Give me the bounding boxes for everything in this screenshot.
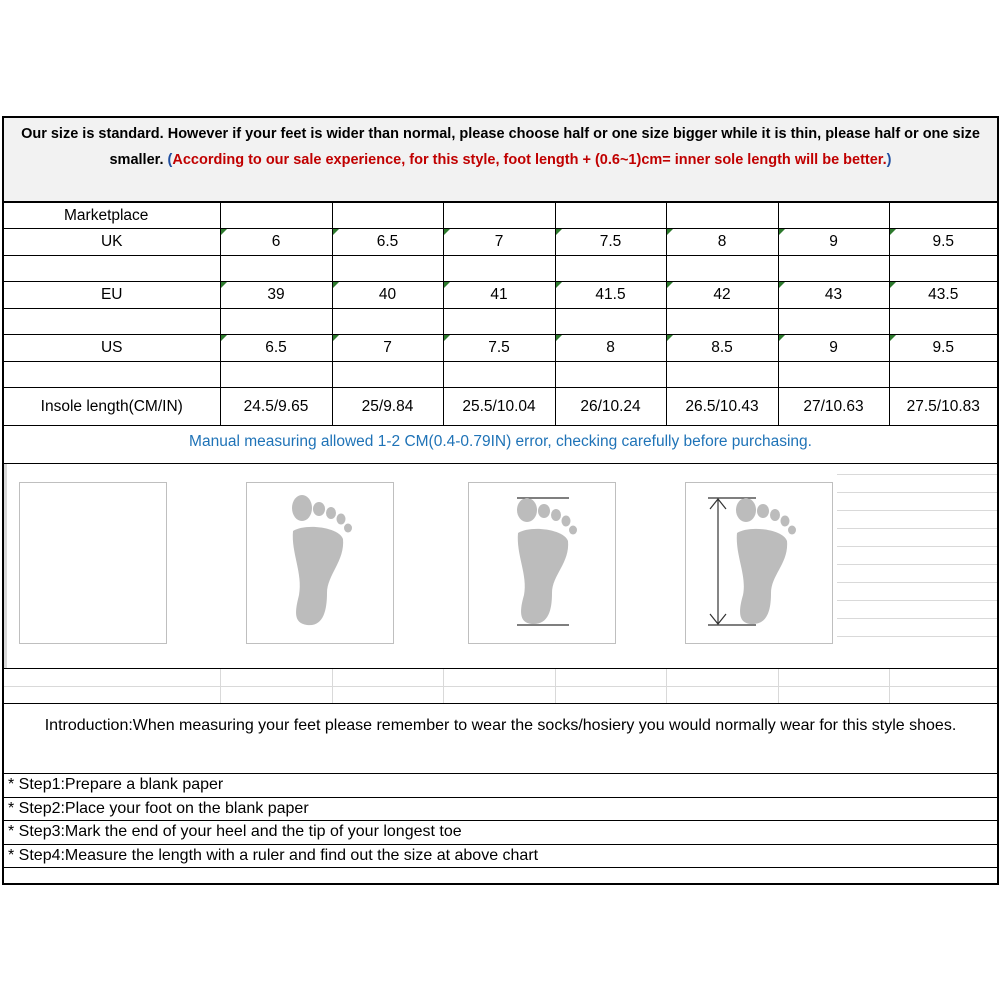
row-label: Insole length(CM/IN) <box>4 388 220 426</box>
spacer-cell <box>443 309 555 335</box>
step-4: * Step4:Measure the length with a ruler and find out the size at above chart <box>4 845 997 869</box>
spacer-row <box>4 309 997 335</box>
size-cell <box>443 203 555 229</box>
size-cell: 6.5 <box>220 335 332 362</box>
size-cell: 25.5/10.04 <box>443 388 555 426</box>
size-advice-header <box>4 118 997 202</box>
size-cell: 24.5/9.65 <box>220 388 332 426</box>
spacer-cell <box>220 362 332 388</box>
spacer-cell <box>778 309 889 335</box>
spacer-cell <box>555 362 666 388</box>
spacer-cell <box>666 309 778 335</box>
spacer-cell <box>4 309 220 335</box>
spacer-cell <box>555 256 666 282</box>
size-cell: 43.5 <box>889 282 997 309</box>
spacer-cell <box>666 256 778 282</box>
blank-paper-image <box>19 482 167 644</box>
size-chart-sheet <box>2 116 999 885</box>
size-cell: 25/9.84 <box>332 388 443 426</box>
foot-measured-image <box>685 482 833 644</box>
spacer-cell <box>220 309 332 335</box>
size-cell: 9.5 <box>889 335 997 362</box>
open-paren: ( <box>167 152 173 168</box>
size-cell: 6.5 <box>332 229 443 256</box>
size-cell: 41.5 <box>555 282 666 309</box>
size-cell: 26.5/10.43 <box>666 388 778 426</box>
spacer-cell <box>555 309 666 335</box>
foot-on-paper-image <box>246 482 394 644</box>
spacer-cell <box>443 362 555 388</box>
spacer-cell <box>778 362 889 388</box>
step-3: * Step3:Mark the end of your heel and the tip of your longest toe <box>4 821 997 845</box>
step-2: * Step2:Place your foot on the blank paper <box>4 798 997 822</box>
size-cell: 7.5 <box>555 229 666 256</box>
size-cell <box>220 203 332 229</box>
foot-marked-image <box>468 482 616 644</box>
spacer-cell <box>332 309 443 335</box>
measuring-introduction: Introduction:When measuring your feet please remember to wear the socks/hosiery you would normally wear for this style shoes. <box>4 704 997 774</box>
size-row-marketplace <box>4 203 997 229</box>
size-cell <box>889 203 997 229</box>
size-row-uk <box>4 229 997 256</box>
spacer-row <box>4 362 997 388</box>
spacer-cell <box>666 362 778 388</box>
size-cell: 26/10.24 <box>555 388 666 426</box>
size-cell: 42 <box>666 282 778 309</box>
size-cell: 8.5 <box>666 335 778 362</box>
row-label: UK <box>4 229 220 256</box>
size-cell: 41 <box>443 282 555 309</box>
size-cell: 7 <box>332 335 443 362</box>
size-advice-text: Our size is standard. However if your feet is wider than normal, please choose half or one size bigger while it is thin, please half or one size smaller. <box>21 126 980 168</box>
measure-error-note: Manual measuring allowed 1-2 CM(0.4-0.79IN) error, checking carefully before purchasing. <box>4 424 997 464</box>
size-cell: 39 <box>220 282 332 309</box>
spacer-cell <box>4 256 220 282</box>
spacer-cell <box>443 256 555 282</box>
foot-icon <box>247 483 393 643</box>
size-cell: 40 <box>332 282 443 309</box>
row-label: Marketplace <box>4 203 220 229</box>
size-cell: 7 <box>443 229 555 256</box>
size-cell <box>778 203 889 229</box>
size-row-insole-length-cm-in <box>4 388 997 426</box>
spacer-cell <box>220 256 332 282</box>
spacer-row <box>4 256 997 282</box>
measuring-figures <box>4 464 997 668</box>
size-cell: 8 <box>666 229 778 256</box>
spacer-cell <box>889 362 997 388</box>
size-cell: 9 <box>778 229 889 256</box>
size-cell: 27.5/10.83 <box>889 388 997 426</box>
row-label: US <box>4 335 220 362</box>
foot-marked-icon <box>469 483 615 643</box>
row-label: EU <box>4 282 220 309</box>
spacer-cell <box>889 256 997 282</box>
size-cell <box>666 203 778 229</box>
close-paren: ) <box>886 152 892 168</box>
spacer-cell <box>889 309 997 335</box>
spacer-cell <box>332 256 443 282</box>
spacer-cell <box>332 362 443 388</box>
spacer-cell <box>4 362 220 388</box>
size-cell <box>555 203 666 229</box>
step-1: * Step1:Prepare a blank paper <box>4 774 997 798</box>
size-cell: 7.5 <box>443 335 555 362</box>
foot-ruler-icon <box>686 483 832 643</box>
size-row-eu <box>4 282 997 309</box>
size-table <box>4 202 997 426</box>
measuring-steps <box>4 774 997 868</box>
size-cell: 27/10.63 <box>778 388 889 426</box>
size-cell: 9.5 <box>889 229 997 256</box>
size-cell: 6 <box>220 229 332 256</box>
spacer-cell <box>778 256 889 282</box>
size-cell: 8 <box>555 335 666 362</box>
size-cell <box>332 203 443 229</box>
size-row-us <box>4 335 997 362</box>
spacer-row <box>4 668 997 704</box>
size-cell: 43 <box>778 282 889 309</box>
size-cell: 9 <box>778 335 889 362</box>
sale-experience-note: According to our sale experience, for this style, foot length + (0.6~1)cm= inner sole length will be better. <box>172 152 887 168</box>
